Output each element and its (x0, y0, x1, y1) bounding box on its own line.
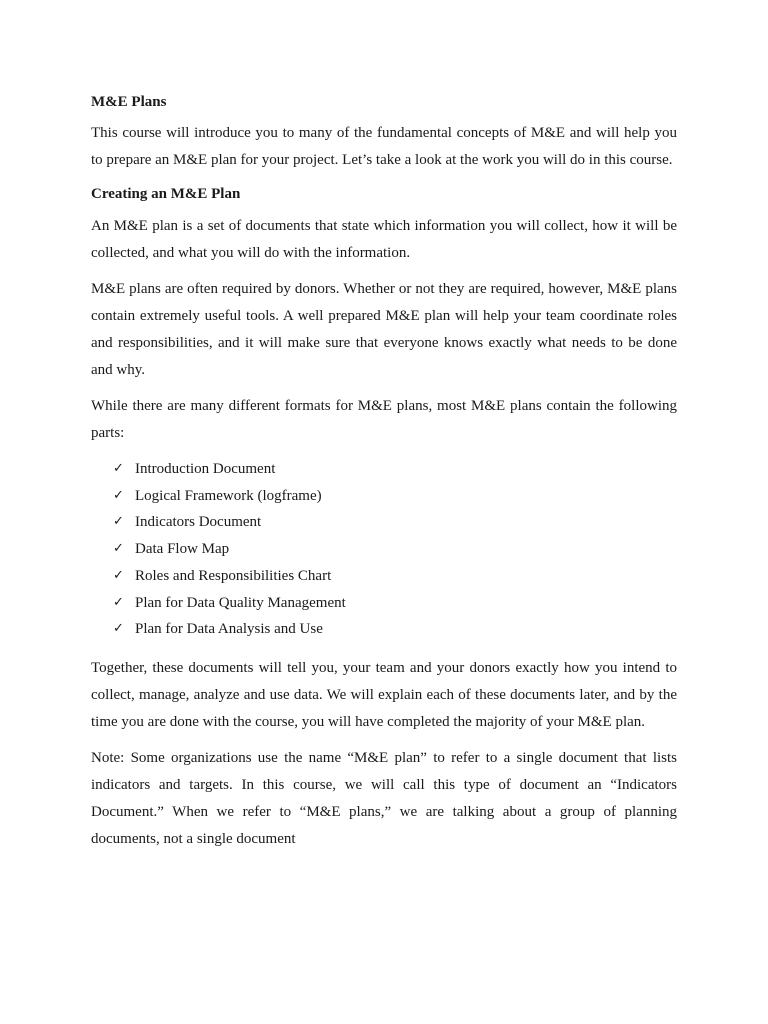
checkmark-icon: ✓ (113, 621, 124, 637)
list-item (113, 456, 677, 483)
section-heading: Creating an M&E Plan (91, 186, 241, 202)
list-item-label: Logical Framework (logframe) (135, 487, 322, 504)
note-paragraph: Note: Some organizations use the name “M&E plan” to refer to a single document that lists indicators and targets. In this course, we will call this type of document an “Indicators Document.” When we refer to “M&E plans,” we are talking about a group of planning documents, not a single document (91, 749, 677, 847)
list-item (113, 536, 677, 563)
checkmark-icon: ✓ (113, 541, 124, 557)
list-item (113, 509, 677, 536)
checkmark-icon: ✓ (113, 514, 124, 530)
closing-paragraph: Together, these documents will tell you, your team and your donors exactly how you intend to collect, manage, analyze and use data. We will explain each of these documents later, and by the time you are done with the course, you will have completed the majority of your M&E plan. (91, 659, 677, 730)
formats-paragraph: While there are many different formats for M&E plans, most M&E plans contain the following parts: (91, 398, 677, 441)
checkmark-icon: ✓ (113, 461, 124, 476)
document-page (91, 92, 677, 862)
donors-paragraph: M&E plans are often required by donors. Whether or not they are required, however, M&E plans contain extremely useful tools. A well prepared M&E plan will help your team coordinate roles and responsibilities, and it will make sure that everyone knows exactly what needs to be done and why. (91, 281, 677, 378)
list-item (113, 563, 677, 590)
list-item (113, 483, 677, 510)
definition-paragraph: An M&E plan is a set of documents that state which information you will collect, how it will be collected, and what you will do with the information. (91, 218, 677, 261)
list-item-label: Data Flow Map (135, 541, 230, 558)
list-item-label: Plan for Data Quality Management (135, 594, 346, 611)
list-item-label: Roles and Responsibilities Chart (135, 567, 332, 584)
list-item (113, 590, 677, 617)
list-item-label: Indicators Document (135, 514, 262, 531)
document-title: M&E Plans (91, 94, 167, 110)
checkmark-icon: ✓ (113, 594, 124, 610)
checkmark-icon: ✓ (113, 567, 124, 583)
list-item-label: Plan for Data Analysis and Use (135, 621, 323, 638)
list-item-label: Introduction Document (135, 461, 276, 477)
list-item (113, 616, 677, 643)
parts-checklist (91, 456, 677, 643)
checkmark-icon: ✓ (113, 487, 124, 503)
intro-paragraph: This course will introduce you to many of the fundamental concepts of M&E and will help you to prepare an M&E plan for your project. Let’s take a look at the work you will do in this course. (91, 125, 677, 168)
